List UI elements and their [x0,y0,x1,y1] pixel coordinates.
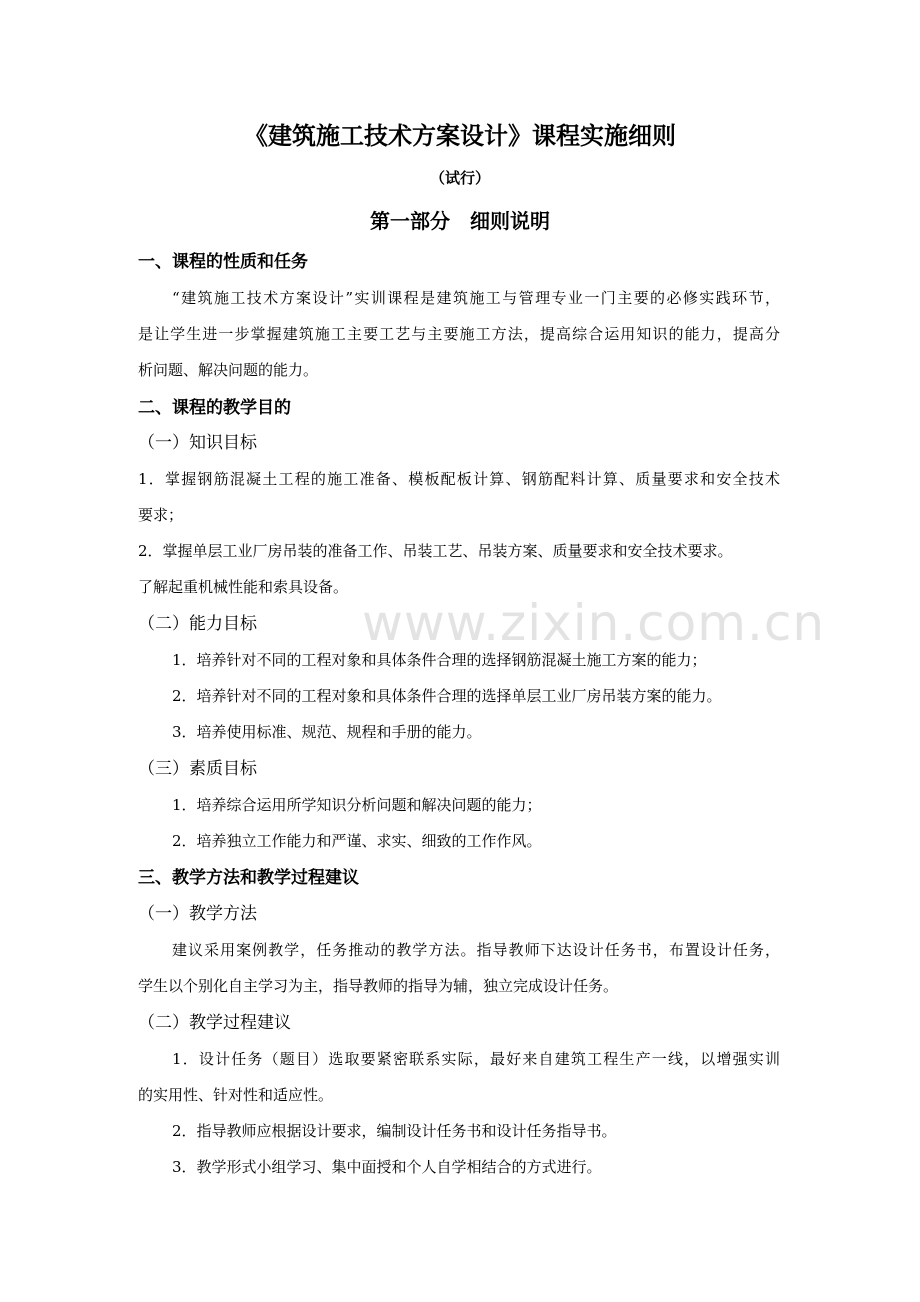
list-item-line: 2．指导教师应根据设计要求，编制设计任务书和设计任务指导书。 [172,1122,617,1140]
subsection-heading: （三）素质目标 [138,759,257,779]
paragraph-line: 是让学生进一步掌握建筑施工主要工艺与主要施工方法，提高综合运用知识的能力，提高分 [138,325,780,343]
list-item-line: 1．设计任务（题目）选取要紧密联系实际，最好来自建筑工程生产一线，以增强实训 [172,1050,780,1068]
list-item-line: 的实用性、针对性和适应性。 [138,1086,334,1104]
list-item-line: 2．掌握单层工业厂房吊装的准备工作、吊装工艺、吊装方案、质量要求和安全技术要求。 [138,542,733,560]
paragraph-line: 学生以个别化自主学习为主，指导教师的指导为辅，独立完成设计任务。 [138,977,619,995]
paragraph-line: 建议采用案例教学，任务推动的教学方法。指导教师下达设计任务书，布置设计任务， [172,941,780,959]
section-heading-1: 一、课程的性质和任务 [138,252,308,272]
list-item-line: 1．培养综合运用所学知识分析问题和解决问题的能力； [172,796,542,814]
section-heading-3: 三、教学方法和教学过程建议 [138,868,359,888]
subsection-heading: （二）能力目标 [138,614,257,634]
list-item-line: 3．教学形式小组学习、集中面授和个人自学相结合的方式进行。 [172,1158,602,1176]
section-heading-2: 二、课程的教学目的 [138,398,291,418]
list-item-line: 1．掌握钢筋混凝土工程的施工准备、模板配板计算、钢筋配料计算、质量要求和安全技术 [138,470,780,488]
subsection-heading: （一）知识目标 [138,433,257,453]
paragraph-line: 析问题、解决问题的能力。 [138,361,319,379]
watermark: www.zixin.com.cn [362,594,826,652]
document-subtitle: （试行） [429,169,490,187]
subsection-heading: （一）教学方法 [138,904,257,924]
list-item-line: 2．培养独立工作能力和严谨、求实、细致的工作作风。 [172,832,542,850]
list-item-line: 1．培养针对不同的工程对象和具体条件合理的选择钢筋混凝土施工方案的能力； [172,651,707,669]
list-item-line: 要求； [138,506,184,524]
list-item-line: 3．培养使用标准、规范、规程和手册的能力。 [172,723,482,741]
paragraph-line: “建筑施工技术方案设计”实训课程是建筑施工与管理专业一门主要的必修实践环节， [172,289,780,307]
part-heading: 第一部分 细则说明 [370,209,550,233]
document-title: 《建筑施工技术方案设计》课程实施细则 [244,121,676,150]
subsection-heading: （二）教学过程建议 [138,1013,291,1033]
list-item-line: 2．培养针对不同的工程对象和具体条件合理的选择单层工业厂房吊装方案的能力。 [172,687,722,705]
list-item-line: 了解起重机械性能和索具设备。 [138,578,349,596]
